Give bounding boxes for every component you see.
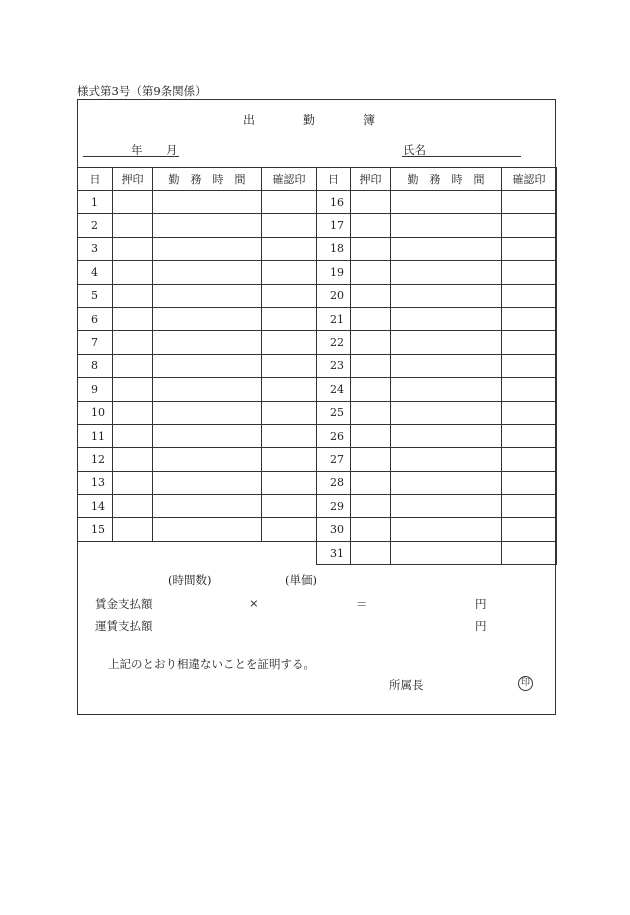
table-row [78,518,557,541]
day-cell: 5 [78,284,113,307]
yen-unit: 円 [475,597,487,611]
confirm-seal-cell [502,471,557,494]
seal-cell [113,284,153,307]
year-label: 年 [131,143,143,157]
confirm-seal-cell [262,448,317,471]
confirm-seal-cell [502,518,557,541]
work-hours-cell [153,495,262,518]
confirm-seal-cell [502,424,557,447]
day-cell: 8 [78,354,113,377]
seal-cell [113,331,153,354]
work-hours-cell [153,448,262,471]
table-row [78,401,557,424]
unit-price-label: (単価) [285,573,317,587]
seal-cell [113,214,153,237]
confirm-seal-cell [502,401,557,424]
seal-cell [113,471,153,494]
work-hours-cell [391,518,502,541]
certification-text: 上記のとおり相違ないことを証明する。 [108,657,315,671]
confirm-seal-cell [502,284,557,307]
day-cell: 31 [317,541,351,564]
work-hours-cell [391,214,502,237]
seal-cell [113,378,153,401]
table-row [78,424,557,447]
confirm-seal-cell [502,495,557,518]
day-cell: 22 [317,331,351,354]
day-cell: 14 [78,495,113,518]
attendance-table [77,167,557,565]
work-hours-cell [153,214,262,237]
confirm-seal-cell [262,401,317,424]
work-hours-cell [153,401,262,424]
day-cell: 2 [78,214,113,237]
seal-cell [113,191,153,214]
seal-cell [351,284,391,307]
table-row [78,214,557,237]
day-cell: 15 [78,518,113,541]
seal-cell [113,401,153,424]
form-label: 様式第3号（第9条関係） [77,84,207,98]
seal-cell [351,495,391,518]
confirm-seal-cell [502,237,557,260]
day-cell: 24 [317,378,351,401]
work-hours-cell [153,424,262,447]
day-cell: 28 [317,471,351,494]
day-cell: 4 [78,261,113,284]
seal-cell [351,331,391,354]
day-cell: 6 [78,307,113,330]
work-hours-cell [153,284,262,307]
confirm-seal-cell [262,237,317,260]
confirm-seal-cell [262,354,317,377]
hours-label: (時間数) [168,573,212,587]
work-hours-cell [153,237,262,260]
day-cell: 17 [317,214,351,237]
work-hours-cell [391,495,502,518]
day-cell: 29 [317,495,351,518]
seal-header: 押印 [351,168,391,191]
day-cell: 25 [317,401,351,424]
confirm-seal-cell [502,307,557,330]
day-header: 日 [317,168,351,191]
fare-payment-label: 運賃支払額 [95,619,153,633]
seal-cell [351,354,391,377]
seal-cell [351,518,391,541]
confirm-seal-cell [262,261,317,284]
day-cell: 16 [317,191,351,214]
confirm-seal-cell [502,331,557,354]
work-hours-cell [391,307,502,330]
day-cell: 18 [317,237,351,260]
confirm-seal-cell [262,214,317,237]
seal-header: 押印 [113,168,153,191]
seal-cell [113,495,153,518]
table-row [78,261,557,284]
table-row [78,495,557,518]
day-cell: 21 [317,307,351,330]
seal-cell [351,261,391,284]
confirm-seal-cell [502,378,557,401]
seal-icon: 印 [518,676,533,691]
day-cell: 27 [317,448,351,471]
work-hours-cell [391,378,502,401]
confirm-seal-cell [262,331,317,354]
day-cell: 20 [317,284,351,307]
month-label: 月 [166,143,178,157]
seal-cell [351,214,391,237]
table-row [78,237,557,260]
confirm-seal-cell [502,261,557,284]
confirm-seal-cell [262,518,317,541]
wage-payment-label: 賃金支払額 [95,597,153,611]
day-cell: 26 [317,424,351,447]
seal-cell [113,354,153,377]
seal-cell [351,401,391,424]
table-row [78,541,557,564]
work-hours-header: 勤 務 時 間 [391,168,502,191]
seal-cell [351,191,391,214]
day-cell: 1 [78,191,113,214]
table-row [78,331,557,354]
confirm-seal-cell [262,191,317,214]
work-hours-cell [391,401,502,424]
confirm-seal-cell [262,284,317,307]
work-hours-cell [153,354,262,377]
day-cell: 3 [78,237,113,260]
work-hours-cell [391,541,502,564]
day-cell: 13 [78,471,113,494]
seal-cell [113,448,153,471]
seal-cell [113,518,153,541]
table-row [78,307,557,330]
work-hours-cell [153,518,262,541]
seal-cell [351,378,391,401]
name-label: 氏名 [403,143,426,157]
confirm-seal-cell [502,448,557,471]
work-hours-cell [391,284,502,307]
department-head-label: 所属長 [389,678,424,692]
work-hours-header: 勤 務 時 間 [153,168,262,191]
work-hours-cell [153,378,262,401]
table-row [78,284,557,307]
page-title: 出 勤 簿 [243,113,376,127]
work-hours-cell [391,191,502,214]
day-header: 日 [78,168,113,191]
confirm-seal-cell [262,424,317,447]
work-hours-cell [153,331,262,354]
yen-unit: 円 [475,619,487,633]
table-row [78,471,557,494]
work-hours-cell [391,354,502,377]
table-row [78,378,557,401]
work-hours-cell [153,307,262,330]
table-row [78,191,557,214]
confirm-seal-header: 確認印 [502,168,557,191]
table-row [78,354,557,377]
confirm-seal-header: 確認印 [262,168,317,191]
seal-cell [113,237,153,260]
day-cell: 23 [317,354,351,377]
day-cell: 9 [78,378,113,401]
seal-cell [351,448,391,471]
day-cell: 10 [78,401,113,424]
empty-cell [78,541,317,564]
seal-cell [351,471,391,494]
confirm-seal-cell [262,495,317,518]
table-header-row [78,168,557,191]
year-month-underline [83,156,179,157]
confirm-seal-cell [502,191,557,214]
work-hours-cell [391,261,502,284]
work-hours-cell [391,471,502,494]
seal-cell [351,307,391,330]
seal-cell [113,307,153,330]
work-hours-cell [391,331,502,354]
day-cell: 7 [78,331,113,354]
day-cell: 30 [317,518,351,541]
work-hours-cell [391,448,502,471]
day-cell: 12 [78,448,113,471]
day-cell: 19 [317,261,351,284]
work-hours-cell [153,191,262,214]
confirm-seal-cell [502,354,557,377]
seal-cell [351,424,391,447]
times-sign: × [249,596,259,610]
work-hours-cell [391,237,502,260]
confirm-seal-cell [262,378,317,401]
day-cell: 11 [78,424,113,447]
name-underline [402,156,521,157]
seal-cell [113,261,153,284]
equals-sign: ＝ [356,597,368,611]
work-hours-cell [153,471,262,494]
work-hours-cell [391,424,502,447]
seal-cell [351,237,391,260]
confirm-seal-cell [502,541,557,564]
confirm-seal-cell [262,307,317,330]
work-hours-cell [153,261,262,284]
seal-cell [113,424,153,447]
confirm-seal-cell [262,471,317,494]
confirm-seal-cell [502,214,557,237]
table-row [78,448,557,471]
seal-cell [351,541,391,564]
